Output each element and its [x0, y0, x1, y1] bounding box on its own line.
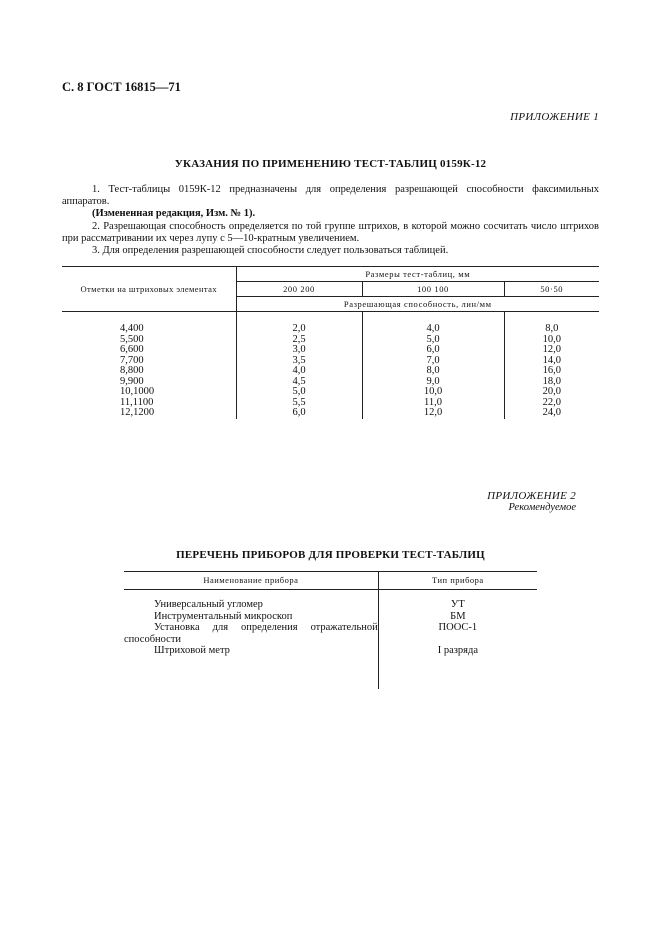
paragraph-3: 3. Для определения разрешающей способности следует пользоваться таблицей.	[92, 245, 449, 256]
size-200-header: 200 200	[236, 282, 362, 297]
instrument-name: Инструментальный микроскоп	[154, 610, 293, 622]
marks-column-header: Отметки на штриховых элементах	[62, 267, 236, 312]
instruments-table	[124, 571, 537, 689]
instrument-name: Установка для определения отражательной способности	[124, 622, 378, 645]
value-cell: 5,0	[236, 387, 362, 398]
value-cell: 5,0	[362, 335, 504, 346]
paragraph-1: 1. Тест-таблицы 0159К-12 предназначены для определения разрешающей способности факсимильных аппаратов.	[62, 184, 599, 207]
page-header: С. 8 ГОСТ 16815—71	[62, 80, 181, 94]
sizes-header: Размеры тест-таблиц, мм	[236, 267, 599, 282]
value-cell: 4,5	[236, 377, 362, 388]
size-50-header: 50·50	[504, 282, 599, 297]
value-cell: 18,0	[504, 377, 599, 388]
table-row	[62, 387, 599, 398]
mark-cell: 5,500	[120, 333, 144, 345]
mark-cell: 4,400	[120, 323, 144, 334]
appendix-2-title: ПЕРЕЧЕНЬ ПРИБОРОВ ДЛЯ ПРОВЕРКИ ТЕСТ-ТАБЛИЦ	[176, 549, 485, 561]
value-cell: 16,0	[504, 366, 599, 377]
instrument-name: Штриховой метр	[154, 645, 230, 656]
instrument-name-header: Наименование прибора	[124, 572, 378, 590]
table-row	[62, 345, 599, 356]
mark-cell: 10,1000	[120, 386, 155, 397]
appendix-1-title: УКАЗАНИЯ ПО ПРИМЕНЕНИЮ ТЕСТ-ТАБЛИЦ 0159К-12	[174, 158, 487, 170]
mark-cell: 12,1200	[120, 407, 155, 418]
appendix-2-sublabel: Рекомендуемое	[508, 502, 576, 513]
value-cell: 22,0	[504, 398, 599, 409]
instrument-name: Универсальный угломер	[154, 599, 263, 610]
paragraph-1-edit-note: (Измененная редакция, Изм. № 1).	[92, 208, 256, 219]
value-cell: 6,0	[236, 408, 362, 419]
value-cell: 11,0	[362, 398, 504, 409]
appendix-1-label: ПРИЛОЖЕНИЕ 1	[510, 111, 599, 123]
value-cell: 24,0	[504, 408, 599, 419]
value-cell: 12,0	[504, 345, 599, 356]
value-cell: 3,0	[236, 345, 362, 356]
value-cell: 2,5	[236, 335, 362, 346]
table-row	[124, 645, 537, 657]
value-cell: 7,0	[362, 356, 504, 367]
value-cell: 4,0	[362, 324, 504, 335]
appendix-2-label-block	[487, 490, 576, 513]
value-cell: 12,0	[362, 408, 504, 419]
instrument-type: ПООС-1	[378, 622, 537, 645]
mark-cell: 6,600	[120, 344, 144, 355]
appendix-2-label: ПРИЛОЖЕНИЕ 2	[487, 490, 576, 502]
mark-cell: 11,1100	[120, 396, 154, 408]
resolution-header: Разрешающая способность, лин/мм	[236, 297, 599, 312]
value-cell: 8,0	[362, 366, 504, 377]
table-row	[124, 622, 537, 645]
resolution-table	[62, 266, 599, 419]
value-cell: 3,5	[236, 356, 362, 367]
instrument-type: УТ	[378, 599, 537, 611]
table-row	[62, 408, 599, 419]
instrument-type: БМ	[378, 611, 537, 623]
table-row	[124, 611, 537, 623]
table-row	[124, 599, 537, 611]
value-cell: 9,0	[362, 377, 504, 388]
table-row	[62, 366, 599, 377]
mark-cell: 7,700	[120, 354, 144, 366]
mark-cell: 9,900	[120, 375, 144, 387]
value-cell: 5,5	[236, 398, 362, 409]
value-cell: 14,0	[504, 356, 599, 367]
paragraph-2: 2. Разрешающая способность определяется по той группе штрихов, в которой можно сосчитать число штрихов при рассматривании их через лупу с 5—10-кратным увеличением.	[62, 221, 599, 244]
value-cell: 10,0	[504, 335, 599, 346]
instrument-type-header: Тип прибора	[378, 572, 537, 590]
size-100-header: 100 100	[362, 282, 504, 297]
value-cell: 10,0	[362, 387, 504, 398]
value-cell: 20,0	[504, 387, 599, 398]
mark-cell: 8,800	[120, 365, 144, 376]
value-cell: 2,0	[236, 324, 362, 335]
instrument-type: I разряда	[378, 645, 537, 657]
value-cell: 8,0	[504, 324, 599, 335]
value-cell: 6,0	[362, 345, 504, 356]
value-cell: 4,0	[236, 366, 362, 377]
table-row	[62, 324, 599, 335]
